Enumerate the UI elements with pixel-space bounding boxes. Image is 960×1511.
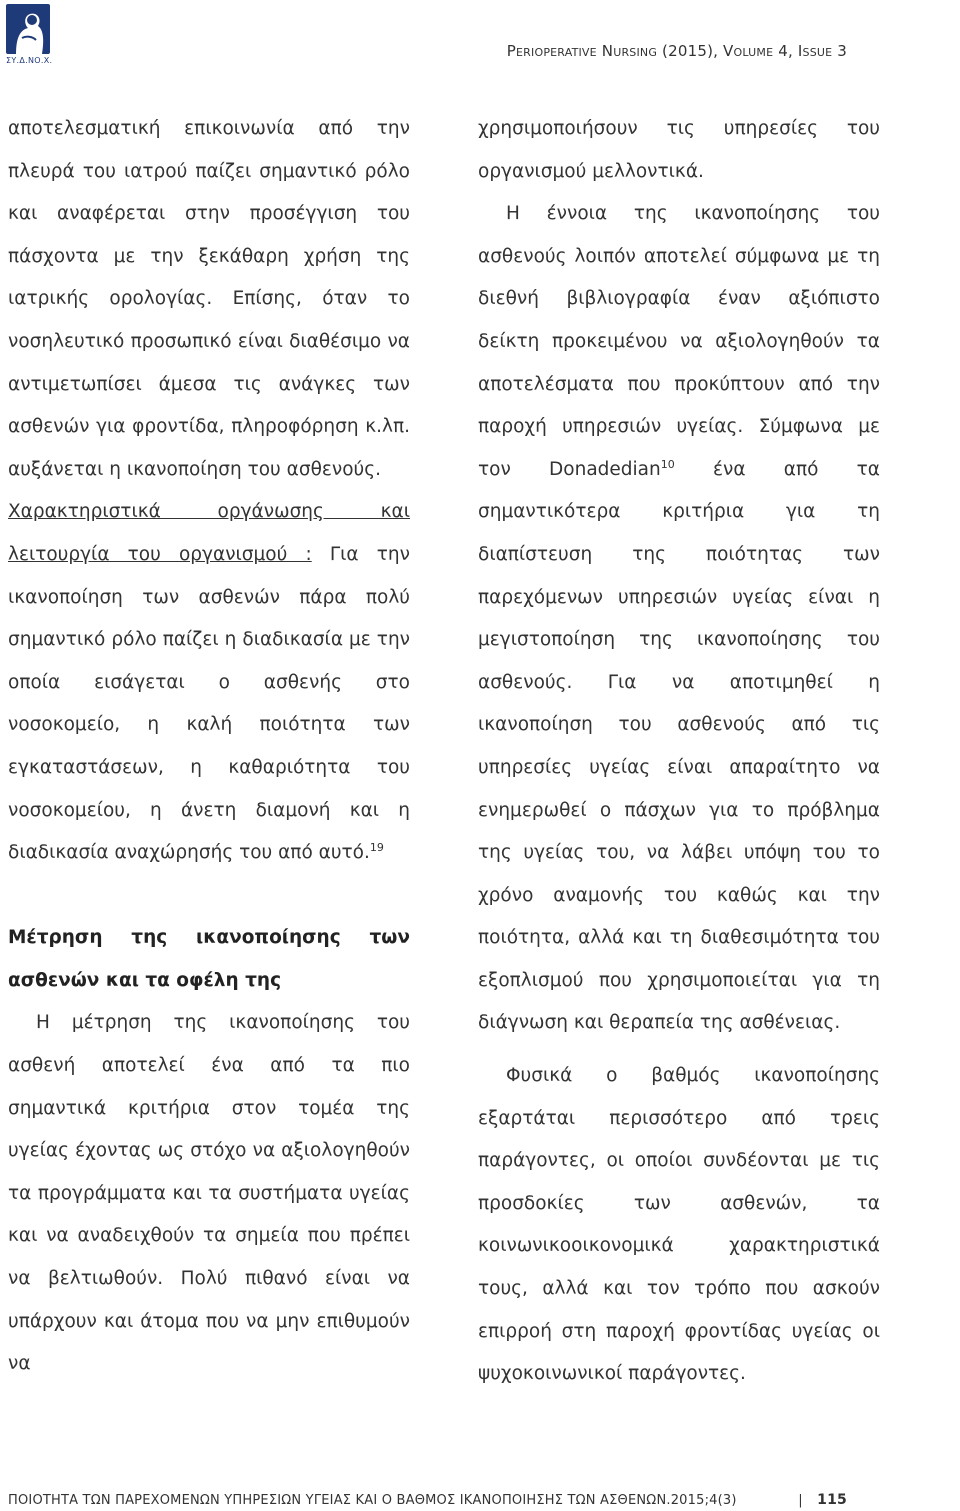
logo-icon: [6, 4, 50, 54]
left-paragraph-2-body: Για την ικανοποίηση των ασθενών πάρα πολύ σημαντικό ρόλο παίζει η διαδικασία με την οποία εισάγεται ο ασθενής στο νοσοκομείο, η καλή ποιότητα των εγκαταστάσεων, η καθαριότητα του νοσοκομείου, η άνετη διαμονή και η διαδικασία αναχώρησής του από αυτό.: [8, 543, 410, 864]
logo-figure-icon: [8, 8, 48, 54]
reference-19: 19: [369, 840, 384, 854]
right-column: [478, 108, 880, 1396]
section-heading: Μέτρηση της ικανοποίησης των ασθενών και τα οφέλη της: [8, 927, 410, 991]
page-number: 115: [817, 1492, 847, 1508]
right-paragraph-3: Φυσικά ο βαθμός ικανοποίησης εξαρτάται περισσότερο από τρεις παράγοντες, οι οποίοι συνδέονται με τις προσδοκίες των ασθενών, τα κοινωνικοοικονομικά χαρακτηριστικά τους, αλλά και τον τρόπο που ασκούν επιρροή στη παροχή φροντίδας υγείας οι ψυχοκοινωνικοί παράγοντες.: [478, 1065, 880, 1385]
spacer: [8, 875, 410, 918]
right-paragraph-2-a: Η έννοια της ικανοποίησης του ασθενούς λοιπόν αποτελεί σύμφωνα με τη διεθνή βιβλιογραφία έναν αξιόπιστο δείκτη προκειμένου να αξιολογηθούν τα αποτελέσματα που προκύπτουν από την παροχή υπηρεσιών υγείας. Σύμφωνα με τον Donadedian: [478, 203, 880, 480]
spacer: [478, 1045, 880, 1055]
left-paragraph-1: αποτελεσματική επικοινωνία από την πλευρά του ιατρού παίζει σημαντικό ρόλο και αναφέρεται στην προσέγγιση του πάσχοντα με την ξεκάθαρη χρήση της ιατρικής ορολογίας. Επίσης, όταν το νοσηλευτικό προσωπικό είναι διαθέσιμο να αντιμετωπίσει άμεσα τις ανάγκες των ασθενών για φροντίδα, πληροφόρηση κ.λπ. αυξάνεται η ικανοποίηση του ασθενούς.: [8, 118, 410, 480]
left-paragraph-3: Η μέτρηση της ικανοποίησης του ασθενή αποτελεί ένα από τα πιο σημαντικά κριτήρια στον τομέα της υγείας έχοντας ως στόχο να αξιολογηθούν τα προγράμματα και τα συστήματα υγείας και να αναδειχθούν τα σημεία που πρέπει να βελτιωθούν. Πολύ πιθανό είναι να υπάρχουν και άτομα που να μην επιθυμούν να: [8, 1012, 410, 1375]
left-column: [8, 108, 410, 1386]
footer-separator: |: [798, 1493, 803, 1508]
reference-10: 10: [660, 457, 675, 471]
section-inline-heading: Χαρακτηριστικά οργάνωσης και λειτουργία του οργανισμού :: [8, 501, 410, 565]
right-paragraph-1: χρησιμοποιήσουν τις υπηρεσίες του οργανισμού μελλοντικά.: [478, 118, 880, 182]
right-paragraph-2: [478, 193, 880, 1045]
running-head: Perioperative Nursing (2015), Volume 4, Issue 3: [506, 42, 847, 60]
left-paragraph-2: [8, 491, 410, 874]
right-paragraph-2-b: ένα από τα σημαντικότερα κριτήρια για τη διαπίστευση της ποιότητας των παρεχόμενων υπηρεσιών υγείας είναι η μεγιστοποίηση της ικανοποίησης του ασθενούς. Για να αποτιμηθεί η ικανοποίηση του ασθενούς από τις υπηρεσίες υγείας είναι απαραίτητο να ενημερωθεί ο πάσχων για το πρόβλημα της υγείας του, να λάβει υπόψη του το χρόνο αναμονής του καθώς και την ποιότητα, αλλά και τη διαθεσιμότητα του εξοπλισμού που χρησιμοποιείται για τη διάγνωση και θεραπεία της ασθένειας.: [478, 458, 880, 1034]
page-footer: [8, 1492, 847, 1508]
logo-text: ΣΥ.Δ.ΝΟ.Χ.: [6, 56, 53, 65]
journal-logo: [6, 4, 52, 66]
footer-page: [788, 1492, 847, 1508]
footer-title: ΠΟΙΟΤΗΤΑ ΤΩΝ ΠΑΡΕΧΟΜΕΝΩΝ ΥΠΗΡΕΣΙΩΝ ΥΓΕΙΑΣ ΚΑΙ Ο ΒΑΘΜΟΣ ΙΚΑΝΟΠΟΙΗΣΗΣ ΤΩΝ ΑΣΘΕΝΩΝ.2015;4(3): [8, 1492, 737, 1508]
